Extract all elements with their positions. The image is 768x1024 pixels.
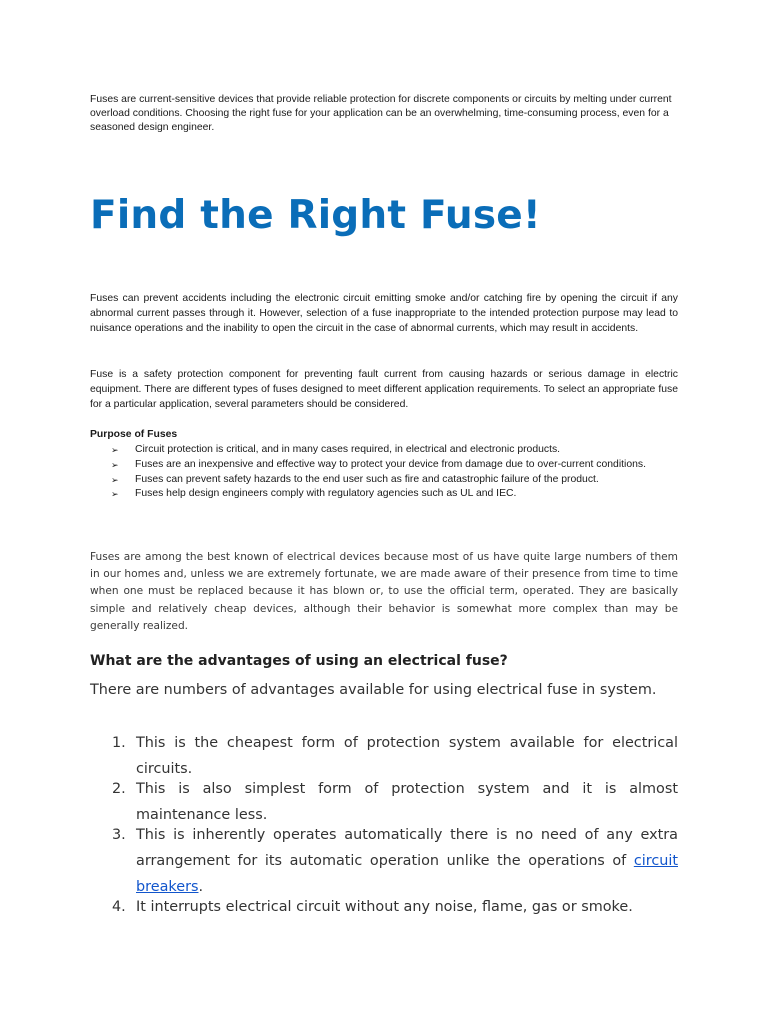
- arrow-bullet-icon: ➢: [111, 474, 119, 485]
- list-number: 4.: [112, 899, 126, 915]
- list-item: [90, 443, 678, 458]
- list-item-text: It interrupts electrical circuit without any noise, flame, gas or smoke.: [136, 899, 633, 915]
- list-item: [90, 487, 678, 502]
- list-item-text: Circuit protection is critical, and in many cases required, in electrical and electronic products.: [135, 444, 561, 455]
- list-item-text: Fuses are an inexpensive and effective way to protect your device from damage due to over-current conditions.: [135, 458, 646, 470]
- list-item-text: This is also simplest form of protection system and it is almost maintenance less.: [136, 781, 678, 823]
- list-item-text: This is inherently operates automatically there is no need of any extra arrangement for its automatic operation unlike the operations of: [136, 827, 678, 869]
- list-number: 3.: [112, 827, 126, 843]
- purpose-heading: Purpose of Fuses: [90, 429, 178, 440]
- paragraph-safety-component: Fuse is a safety protection component for preventing fault current from causing hazards or serious damage in electric equipment. There are different types of fuses designed to meet different application requirements. To select an appropriate fuse for a particular application, several parameters should be considered.: [90, 369, 678, 411]
- list-item: [90, 776, 678, 828]
- arrow-bullet-icon: ➢: [111, 459, 119, 470]
- list-item-text-end: .: [198, 879, 204, 895]
- list-item: [90, 894, 678, 920]
- list-item: [90, 473, 678, 488]
- list-number: 2.: [112, 781, 126, 797]
- arrow-bullet-icon: ➢: [111, 489, 119, 500]
- paragraph-best-known: Fuses are among the best known of electrical devices because most of us have quite large numbers of them in our homes and, unless we are extremely fortunate, we are made aware of their presence from time to time when one must be replaced because it has blown or, to use the official term, operated. They are basically simple and relatively cheap devices, although their behavior is somewhat more complex than may be generally realized.: [90, 551, 678, 632]
- arrow-bullet-icon: ➢: [111, 445, 119, 455]
- page-title: Find the Right Fuse!: [90, 193, 541, 238]
- list-item: [90, 822, 678, 900]
- advantages-list: [90, 730, 678, 914]
- intro-paragraph: Fuses are current-sensitive devices that provide reliable protection for discrete components or circuits by melting under current overload conditions. Choosing the right fuse for your application can be an overwhelming, time-consuming process, even for a seasoned design engineer.: [90, 94, 672, 134]
- list-item-text: Fuses can prevent safety hazards to the end user such as fire and catastrophic failure of the product.: [135, 473, 599, 485]
- circuit-breakers-link[interactable]: circuit breakers: [136, 853, 678, 895]
- list-item-text: This is the cheapest form of protection system available for electrical circuits.: [136, 735, 678, 777]
- advantages-heading: What are the advantages of using an electrical fuse?: [90, 653, 508, 669]
- purpose-list: [90, 443, 678, 502]
- paragraph-accidents: Fuses can prevent accidents including the electronic circuit emitting smoke and/or catching fire by opening the circuit if any abnormal current passes through it. However, selection of a fuse inappropriate to the intended protection purpose may lead to nuisance operations and the inability to open the circuit in the case of abnormal currents, which may result in accidents.: [90, 293, 678, 335]
- list-number: 1.: [112, 735, 126, 751]
- list-item: [90, 458, 678, 473]
- advantages-intro: There are numbers of advantages available for using electrical fuse in system.: [90, 682, 657, 698]
- list-item: [90, 730, 678, 782]
- list-item-text: Fuses help design engineers comply with regulatory agencies such as UL and IEC.: [135, 488, 517, 500]
